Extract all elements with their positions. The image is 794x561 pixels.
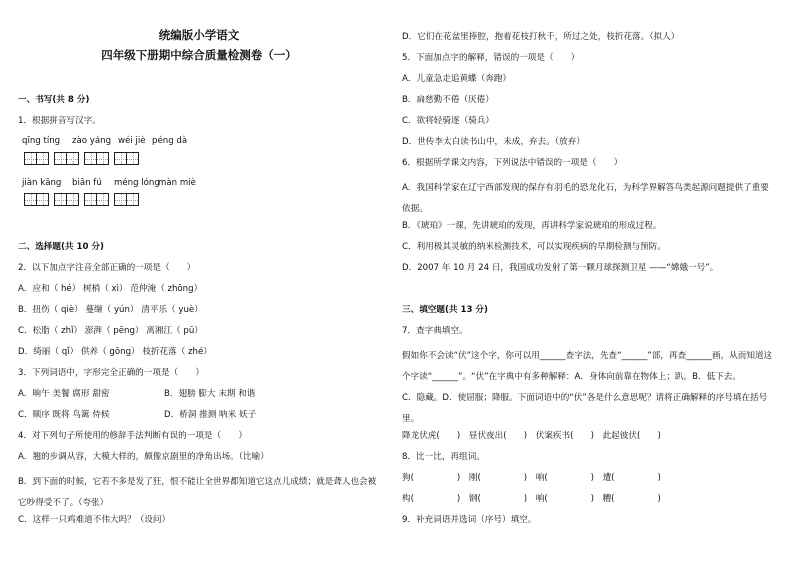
pinyin-4: péng dà [152, 136, 188, 146]
section-3-heading: 三、填空题(共 13 分) [402, 305, 488, 315]
pinyin-6: biān fú [72, 178, 102, 188]
question-2-option-c: C．松脂（ zhǐ） 澎湃（ pēng） 离湘江（ pū） [18, 326, 203, 336]
pinyin-7: méng lóng [114, 178, 160, 188]
question-4-option-b: B．到下面的时候，它若不多是发了狂，恨不能让全世界都知道它这点儿成绩；就是聋人也会被它吵得受不了。（夸张） [18, 477, 377, 508]
question-5-option-d: D．世传李太白读书山中，未成，弃去。（放弃） [402, 137, 585, 147]
question-2: 2．以下加点字注音全部正确的一项是（ ） [18, 263, 196, 273]
question-6-option-a: A．我国科学家在辽宁西部发现的保存有羽毛的恐龙化石，为科学界解答鸟类起源问题提供了重要依据。 [402, 183, 769, 214]
question-3: 3．下列词语中，字形完全正确的一项是（ ） [18, 368, 204, 378]
question-2-option-d: D．绮丽（ qǐ） 供养（ gōng） 枝折花落（ zhé） [18, 347, 212, 357]
question-5-option-b: B．扁慈勤不倦（厌倦） [402, 95, 494, 105]
question-5-option-c: C．欲将轻骑逐（骑兵） [402, 116, 494, 126]
question-1: 1．根据拼音写汉字。 [18, 116, 101, 126]
question-2-option-a: A．应和（ hé） 树梢（ xì） 范仲淹（ zhōng） [18, 284, 203, 294]
question-2-option-b: B．扭伤（ qiè） 蔓缬（ yún） 清平乐（ yuè） [18, 305, 203, 315]
question-6-option-d: D．2007 年 10 月 24 日，我国成功发射了第一颗月球探测卫星 ——“嫦娥一号”。 [402, 263, 719, 273]
question-3-option-b: B．翅膀 膨大 末期 和谐 [164, 389, 256, 399]
section-2-heading: 二、选择题(共 10 分) [18, 242, 104, 252]
question-8-row-2[interactable]: 构( ) 钢( ) 响( ) 糟( ) [402, 494, 661, 504]
question-4-option-c: C．这样一只鸡难道不伟大吗？（设问） [18, 515, 171, 525]
doc-title-line1: 统编版小学语文 [158, 28, 240, 42]
question-6: 6．根据所学课文内容，下列说法中错误的一项是（ ） [402, 158, 623, 168]
section-1-heading: 一、书写(共 8 分) [18, 95, 90, 105]
question-5-option-a: A．儿童急走追黄蝶（奔跑） [402, 74, 512, 84]
question-8-row-1[interactable]: 狗( ) 刚( ) 响( ) 遭( ) [402, 473, 661, 483]
pinyin-3: wéi jiè [118, 136, 146, 146]
question-6-option-b: B．《琥珀》一课，先讲琥珀的发现，再讲科学家说琥珀的形成过程。 [402, 221, 662, 231]
doc-title-line2: 四年级下册期中综合质量检测卷（一） [101, 48, 297, 62]
question-7-paragraph-2: C．隐藏。D．使屈服；降服。下面词语中的“伏”各是什么意思呢？请将正确解释的序号填在括号里。 [402, 393, 768, 424]
question-7: 7．查字典填空。 [402, 326, 468, 336]
pinyin-5: jiàn kāng [22, 178, 62, 188]
question-3-option-c: C．顺序 既将 鸟篱 侍候 [18, 410, 110, 420]
question-3-option-a: A．晌午 美餐 腐形 甜密 [18, 389, 110, 399]
question-5: 5．下面加点字的解释，错误的一项是（ ） [402, 53, 580, 63]
pinyin-8: màn miè [158, 178, 196, 188]
question-8: 8．比一比，再组词。 [402, 452, 485, 462]
question-4-option-a: A．翘的步调从容，大模大样的，颇像京剧里的净角出场。（比喻） [18, 452, 269, 462]
question-4: 4．对下列句子所使用的修辞手法判断有误的一项是（ ） [18, 431, 247, 441]
question-3-option-d: D．桥洞 推测 呐米 妖子 [164, 410, 257, 420]
question-7-answers[interactable]: 降龙伏虎( ) 昼伏夜出( ) 伏案疾书( ) 此起彼伏( ) [402, 431, 661, 441]
pinyin-2: zào yáng [72, 136, 112, 146]
question-4-option-d: D．它们在花盆里捧腔，抱着花枝打秋千，所过之处，枝折花落。（拟人） [402, 32, 680, 42]
writing-grid-row-1[interactable] [24, 152, 144, 165]
writing-grid-row-2[interactable] [24, 193, 144, 206]
question-9: 9．补充词语并选词（序号）填空。 [402, 515, 537, 525]
question-6-option-c: C．利用极其灵敏的纳米检测技术，可以实现疾病的早期检测与预防。 [402, 242, 666, 252]
pinyin-1: qīng tíng [22, 136, 61, 146]
question-7-paragraph-1: 假如你不会读“伏”这个字，你可以用______查字法，先查“______”部，再查______画，从而知道这个字读“______”。“伏”在字典中有多种解释：A．身体向前靠在物体上；趴。B．低下去。 [402, 351, 773, 382]
